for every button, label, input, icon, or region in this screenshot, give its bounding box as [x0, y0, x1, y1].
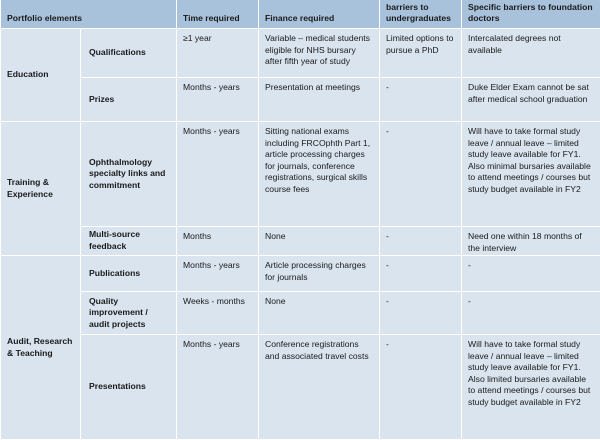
table-row: [1, 78, 600, 122]
row-element: Quality improvement / audit projects: [81, 292, 177, 335]
row-foundation-barrier: -: [462, 256, 600, 292]
row-foundation-barrier: Intercalated degrees not available: [462, 29, 600, 78]
row-finance: Conference registrations and associated travel costs: [259, 335, 380, 440]
table-row: [1, 256, 600, 292]
row-undergrad-barrier: -: [380, 227, 462, 256]
row-undergrad-barrier: -: [380, 122, 462, 227]
row-foundation-barrier: Duke Elder Exam cannot be sat after medical school graduation: [462, 78, 600, 122]
row-time: Months - years: [177, 335, 259, 440]
row-element: Publications: [81, 256, 177, 292]
row-element: Ophthalmology specialty links and commitment: [81, 122, 177, 227]
section-audit-research-teaching: Audit, Research & Teaching: [1, 256, 81, 440]
row-foundation-barrier: -: [462, 292, 600, 335]
table-row: [1, 227, 600, 256]
header-row: [1, 0, 600, 29]
row-finance: Presentation at meetings: [259, 78, 380, 122]
header-undergrad-barriers: barriers to undergraduates: [380, 0, 462, 29]
row-foundation-barrier: Will have to take formal study leave / annual leave – limited study leave available for FY1. Also limited bursaries available to attend meetings / courses but study budget available in FY2: [462, 335, 600, 440]
row-element: Presentations: [81, 335, 177, 440]
row-undergrad-barrier: -: [380, 335, 462, 440]
table-row: [1, 335, 600, 440]
header-foundation-barriers: Specific barriers to foundation doctors: [462, 0, 600, 29]
row-undergrad-barrier: -: [380, 78, 462, 122]
row-undergrad-barrier: Limited options to pursue a PhD: [380, 29, 462, 78]
section-education: Education: [1, 29, 81, 122]
row-finance: None: [259, 227, 380, 256]
table-row: [1, 292, 600, 335]
row-finance: Sitting national exams including FRCOphth Part 1, article processing charges for journals, conference registrations, surgical skills course fees: [259, 122, 380, 227]
header-portfolio-elements: Portfolio elements: [1, 0, 177, 29]
table-row: [1, 29, 600, 78]
row-time: Months - years: [177, 122, 259, 227]
row-finance: Article processing charges for journals: [259, 256, 380, 292]
header-finance-required: Finance required: [259, 0, 380, 29]
section-training-experience: Training & Experience: [1, 122, 81, 256]
row-foundation-barrier: Need one within 18 months of the interview: [462, 227, 600, 256]
row-foundation-barrier: Will have to take formal study leave / annual leave – limited study leave available for FY1. Also minimal bursaries available to attend meetings / courses but study budget available in FY2: [462, 122, 600, 227]
row-time: Weeks - months: [177, 292, 259, 335]
row-time: ≥1 year: [177, 29, 259, 78]
table-row: [1, 122, 600, 227]
row-finance: None: [259, 292, 380, 335]
row-element: Qualifications: [81, 29, 177, 78]
row-finance: Variable – medical students eligible for NHS bursary after fifth year of study: [259, 29, 380, 78]
row-undergrad-barrier: -: [380, 256, 462, 292]
row-element: Prizes: [81, 78, 177, 122]
row-undergrad-barrier: -: [380, 292, 462, 335]
row-element: Multi-source feedback: [81, 227, 177, 256]
row-time: Months - years: [177, 78, 259, 122]
header-time-required: Time required: [177, 0, 259, 29]
row-time: Months - years: [177, 256, 259, 292]
row-time: Months: [177, 227, 259, 256]
